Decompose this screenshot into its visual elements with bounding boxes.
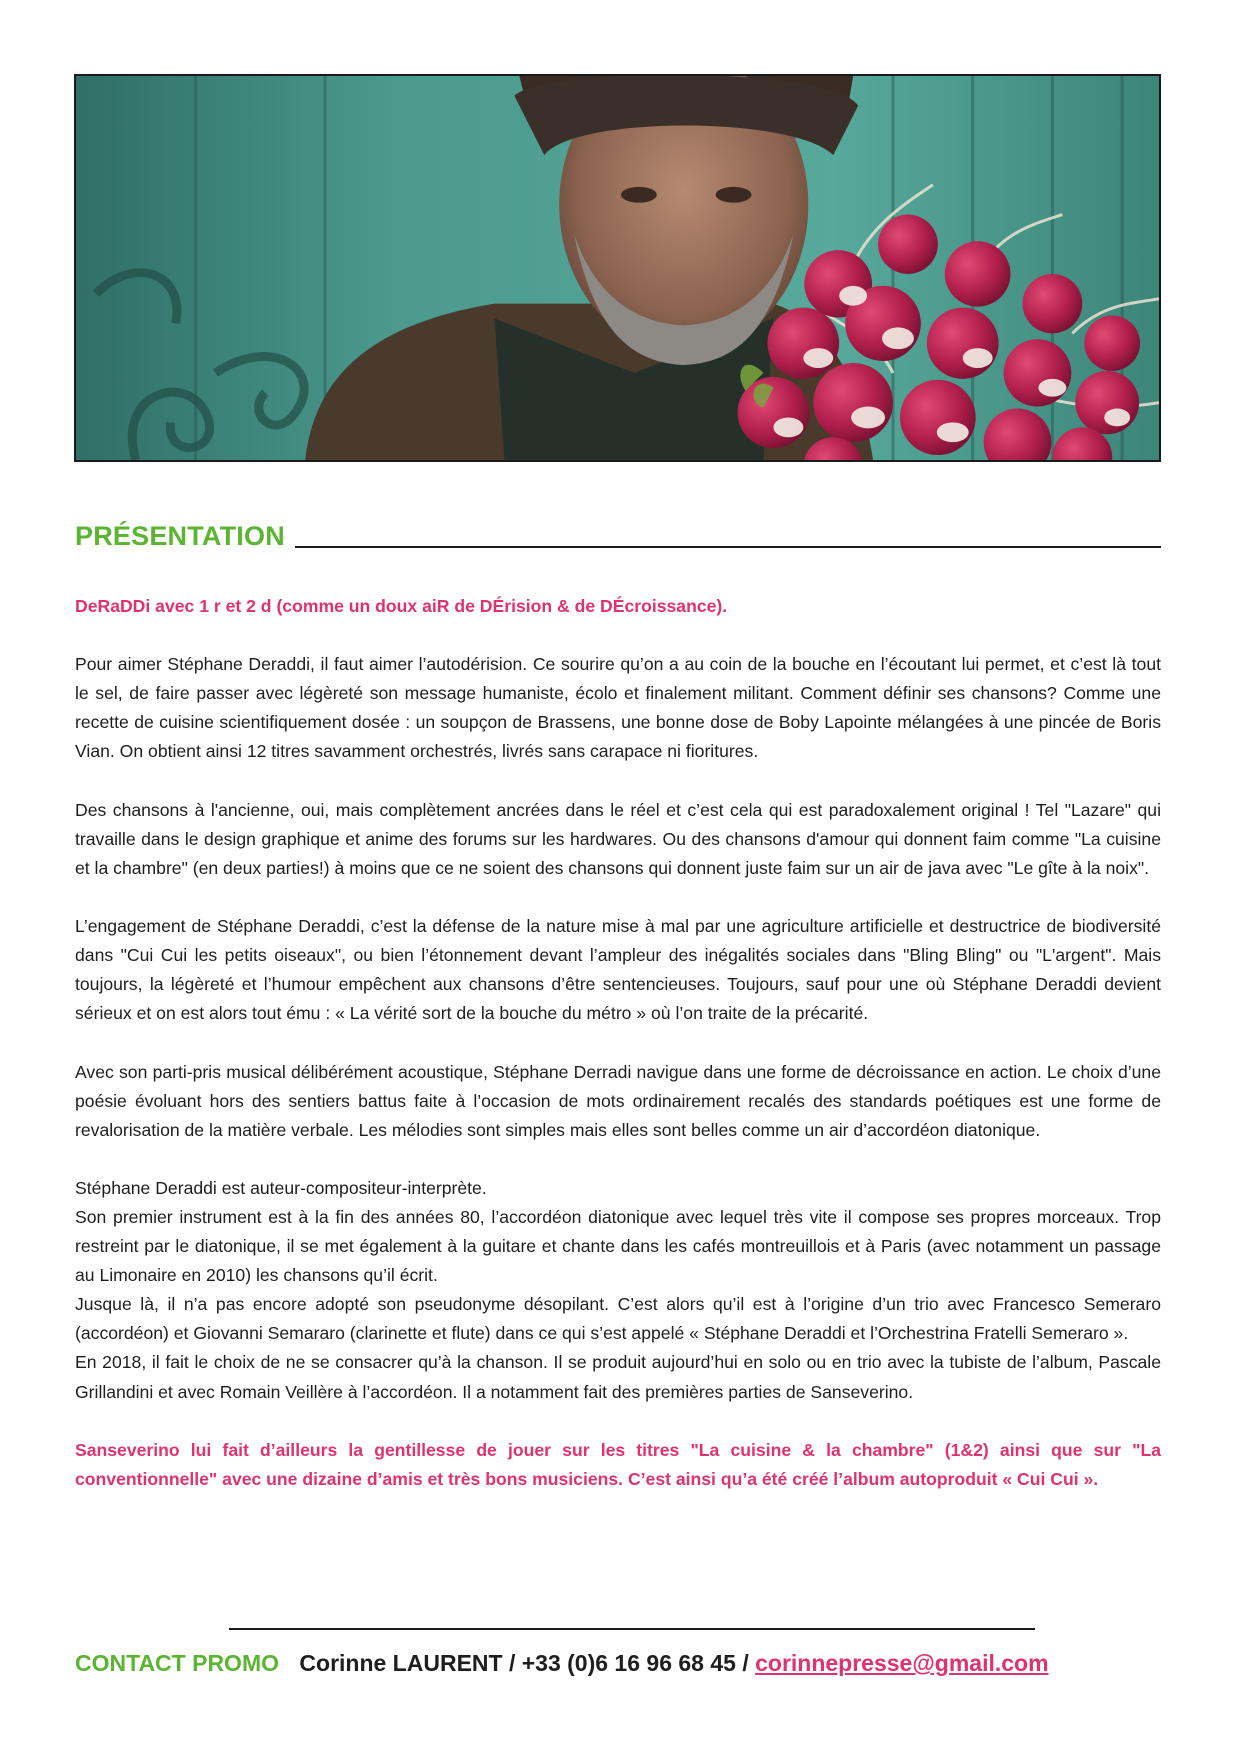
- paragraph-2: Des chansons à l'ancienne, oui, mais complètement ancrées dans le réel et c’est cela qui est paradoxalement original ! Tel "Lazare" qui travaille dans le design graphique et anime des forums sur les hardwares. Ou des chansons d'amour qui donnent faim comme "La cuisine et la chambre" (en deux parties!) à moins que ce ne soient des chansons qui donnent juste faim sur un air de java avec "Le gîte à la noix".: [75, 799, 1161, 878]
- intro-line: DeRaDDi avec 1 r et 2 d (comme un doux aiR de DÉrision & de DÉcroissance).: [75, 596, 728, 616]
- paragraph-5d: En 2018, il fait le choix de ne se consacrer qu’à la chanson. Il se produit aujourd’hui en solo ou en trio avec la tubiste de l’album, Pascale Grillandini et avec Romain Veillère à l’accordéon. Il a notamment fait des premières parties de Sanseverino.: [75, 1352, 1161, 1402]
- footer-divider: [229, 1628, 1035, 1630]
- paragraph-5b: Son premier instrument est à la fin des années 80, l’accordéon diatonique avec lequel très vite il compose ses propres morceaux. Trop restreint par le diatonique, il se met également à la guitare et chante dans les cafés montreuillois et à Paris (avec notamment un passage au Limonaire en 2010) les chansons qu’il écrit.: [75, 1206, 1161, 1286]
- paragraph-4: Avec son parti-pris musical délibérément acoustique, Stéphane Derradi navigue dans une forme de décroissance en action. Le choix d’une poésie évoluant hors des sentiers battus faite à l’occasion de mots ordinairement recalés des standards poétiques est une forme de revalorisation de la matière verbale. Les mélodies sont simples mais elles sont belles comme un air d’accordéon diatonique.: [75, 1061, 1161, 1140]
- portrait-with-radishes-photo: [76, 76, 1159, 460]
- presentation-body: [75, 592, 1161, 1523]
- paragraph-1: Pour aimer Stéphane Deraddi, il faut aimer l’autodérision. Ce sourire qu’on a au coin de la bouche en l’écoutant lui permet, et c’est là tout le sel, de faire passer avec légèreté son message humaniste, écolo et finalement militant. Comment définir ses chansons? Comme une recette de cuisine scientifiquement dosée : un soupçon de Brassens, une bonne dose de Boby Lapointe mélangées à une pincée de Boris Vian. On obtient ainsi 12 titres savamment orchestrés, livrés sans carapace ni fioritures.: [75, 654, 1161, 762]
- contact-line: [75, 1648, 1161, 1678]
- paragraph-5c: Jusque là, il n’a pas encore adopté son pseudonyme désopilant. C’est alors qu’il est à l’origine d’un trio avec Francesco Semeraro (accordéon) et Giovanni Semararo (clarinette et flute) dans ce qui s’est appelé « Stéphane Deraddi et l’Orchestrina Fratelli Semeraro ».: [75, 1294, 1161, 1344]
- paragraph-3: L’engagement de Stéphane Deraddi, c’est la défense de la nature mise à mal par une agriculture artificielle et destructrice de biodiversité dans "Cui Cui les petits oiseaux", ou bien l’étonnement devant l’ampleur des inégalités sociales dans "Bling Bling" ou "L'argent". Mais toujours, la légèreté et l’humour empêchent aux chansons d’être sentencieuses. Toujours, sauf pour une où Stéphane Deraddi devient sérieux et on est alors tout ému : « La vérité sort de la bouche du métro » où l’on traite de la précarité.: [75, 916, 1161, 1024]
- closing-paragraph: Sanseverino lui fait d’ailleurs la gentillesse de jouer sur les titres "La cuisine & la chambre" (1&2) ainsi que sur "La conventionnelle" avec une dizaine d’amis et très bons musiciens. C’est ainsi qu’a été créé l’album autoproduit « Cui Cui ».: [75, 1439, 1161, 1489]
- contact-email-link[interactable]: corinnepresse@gmail.com: [755, 1650, 1049, 1676]
- contact-label: CONTACT PROMO: [75, 1650, 280, 1676]
- header-photo: [74, 74, 1161, 462]
- section-divider: [295, 546, 1161, 548]
- section-title: PRÉSENTATION: [75, 521, 285, 551]
- paragraph-5a: Stéphane Deraddi est auteur-compositeur-interprète.: [75, 1177, 487, 1198]
- contact-info: Corinne LAURENT / +33 (0)6 16 96 68 45 /: [299, 1650, 749, 1676]
- section-header: [75, 510, 1161, 550]
